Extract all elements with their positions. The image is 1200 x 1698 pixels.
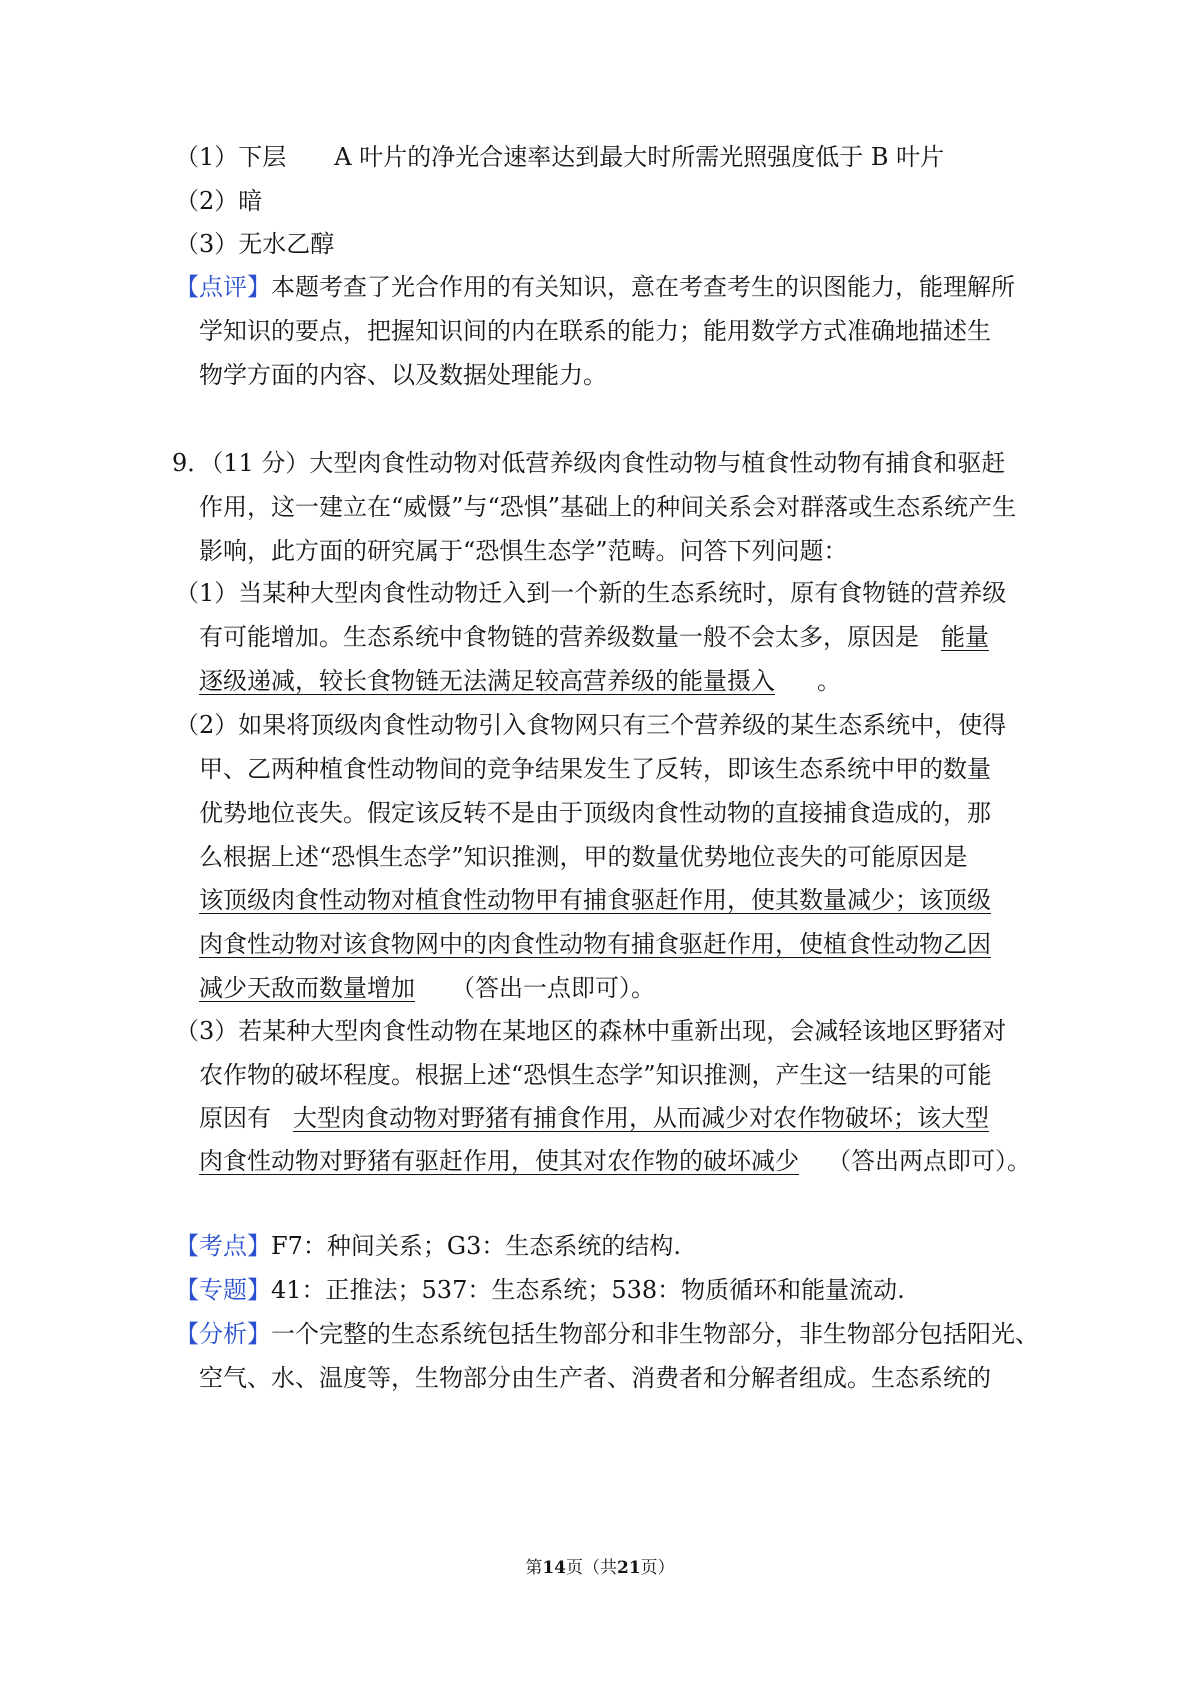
part2-hint: （答出一点即可）。 xyxy=(451,974,655,1002)
part2-answer-1: 该顶级肉食性动物对植食性动物甲有捕食驱赶作用，使其数量减少；该顶级 xyxy=(199,886,991,914)
q8-answer-3: （3）无水乙醇 xyxy=(175,230,335,258)
q9-part3-line4 xyxy=(199,1145,1031,1177)
q9-part3-line2: 农作物的破坏程度。根据上述“恐惧生态学”知识推测，产生这一结果的可能 xyxy=(199,1061,992,1089)
q9-part2-line2: 甲、乙两种植食性动物间的竞争结果发生了反转，即该生态系统中甲的数量 xyxy=(199,755,991,783)
q9-part2-line1: （2）如果将顶级肉食性动物引入食物网只有三个营养级的某生态系统中，使得 xyxy=(175,711,1007,739)
q9-stem-line1: 9．（11 分）大型肉食性动物对低营养级肉食性动物与植食性动物有捕食和驱赶 xyxy=(172,449,1006,477)
page-total: 21 xyxy=(617,1558,641,1578)
part2-answer-2: 肉食性动物对该食物网中的肉食性动物有捕食驱赶作用，使植食性动物乙因 xyxy=(199,930,991,958)
q8-comment-line3: 物学方面的内容、以及数据处理能力。 xyxy=(199,361,607,389)
part1-end-punct: 。 xyxy=(817,667,841,695)
part3-question-text: 原因有 xyxy=(199,1104,271,1132)
q9-part1-line1: （1）当某种大型肉食性动物迁入到一个新的生态系统时，原有食物链的营养级 xyxy=(175,579,1007,607)
comment-text: 本题考查了光合作用的有关知识，意在考查考生的识图能力，能理解所 xyxy=(271,273,1015,301)
q8-answer-1-reason: A 叶片的净光合速率达到最大时所需光照强度低于 B 叶片 xyxy=(334,143,945,171)
q9-part2-line7 xyxy=(199,972,655,1004)
zhuanti-line xyxy=(175,1274,905,1306)
part1-question-text: 有可能增加。生态系统中食物链的营养级数量一般不会太多，原因是 xyxy=(199,623,919,651)
q9-part2-line6 xyxy=(199,928,991,960)
zhuanti-tag: 【专题】 xyxy=(175,1276,271,1304)
part1-answer-start: 能量 xyxy=(941,623,989,651)
q9-part1-line2 xyxy=(199,621,989,653)
fenxi-line2: 空气、水、温度等，生物部分由生产者、消费者和分解者组成。生态系统的 xyxy=(199,1364,991,1392)
q9-stem-line2: 作用，这一建立在“威慑”与“恐惧”基础上的种间关系会对群落或生态系统产生 xyxy=(199,493,1017,521)
q9-part3-line3 xyxy=(199,1102,989,1134)
zhuanti-text: 41：正推法；537：生态系统；538：物质循环和能量流动. xyxy=(271,1276,905,1304)
page-footer: 第14页（共21页） xyxy=(525,1558,675,1578)
fenxi-text: 一个完整的生态系统包括生物部分和非生物部分，非生物部分包括阳光、 xyxy=(271,1320,1039,1348)
part1-answer-end: 逐级递减，较长食物链无法满足较高营养级的能量摄入 xyxy=(199,667,775,695)
part2-answer-3: 减少天敌而数量增加 xyxy=(199,974,415,1002)
q9-part1-line3 xyxy=(199,665,841,697)
part3-hint: （答出两点即可）。 xyxy=(827,1147,1031,1175)
q8-comment-line2: 学知识的要点，把握知识间的内在联系的能力；能用数学方式准确地描述生 xyxy=(199,317,991,345)
q9-part2-line5 xyxy=(199,884,991,916)
page-number: 14 xyxy=(542,1558,566,1578)
fenxi-line1 xyxy=(175,1318,1039,1350)
part3-answer-1: 大型肉食动物对野猪有捕食作用，从而减少对农作物破坏；该大型 xyxy=(293,1104,989,1132)
q9-part3-line1: （3）若某种大型肉食性动物在某地区的森林中重新出现，会减轻该地区野猪对 xyxy=(175,1017,1007,1045)
q8-comment-line1 xyxy=(175,271,1015,303)
q9-part2-line4: 么根据上述“恐惧生态学”知识推测，甲的数量优势地位丧失的可能原因是 xyxy=(199,843,968,871)
q9-stem-line3: 影响，此方面的研究属于“恐惧生态学”范畴。问答下列问题： xyxy=(199,537,848,565)
kaodian-line xyxy=(175,1230,681,1262)
q8-answer-2: （2）暗 xyxy=(175,187,263,215)
q9-part2-line3: 优势地位丧失。假定该反转不是由于顶级肉食性动物的直接捕食造成的，那 xyxy=(199,799,991,827)
fenxi-tag: 【分析】 xyxy=(175,1320,271,1348)
kaodian-tag: 【考点】 xyxy=(175,1232,271,1260)
part3-answer-2: 肉食性动物对野猪有驱赶作用，使其对农作物的破坏减少 xyxy=(199,1147,799,1175)
comment-tag: 【点评】 xyxy=(175,273,271,301)
kaodian-text: F7：种间关系；G3：生态系统的结构. xyxy=(271,1232,681,1260)
q8-answer-1 xyxy=(175,141,944,173)
q8-answer-1-label: （1）下层 xyxy=(175,143,287,171)
